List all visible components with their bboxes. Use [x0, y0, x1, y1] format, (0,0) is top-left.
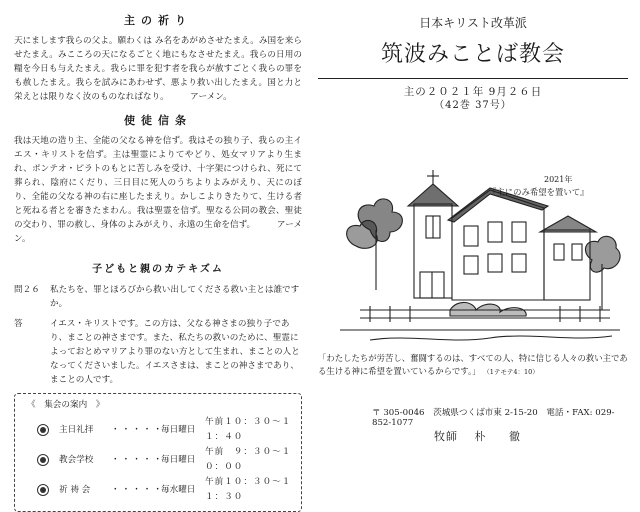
- catechism-question: [14, 283, 302, 311]
- service-time: 午前１０：３０～１１：４０: [205, 417, 292, 442]
- service-row: [23, 445, 293, 475]
- header-divider: [318, 78, 628, 79]
- service-day: 毎水曜日: [161, 484, 196, 495]
- service-schedule-title: 《 集会の案内 》: [27, 400, 105, 410]
- annual-theme-year: 2021年: [544, 175, 573, 184]
- lords-prayer-text: 天にまします我らの父よ。願わくは み名をあがめさせたまえ。み国を来らせたまえ。みこころの天になるごとく地にもなさせたまえ。我らの日用の糧を今日も与えたまえ。我らに罪を犯す者を我らが赦すごとく我らの罪をも赦したまえ。我らを試みにあわせず、悪より救い出したまえ。国と力と栄えとは限りなく汝のものなればなり。 アーメン。: [14, 36, 302, 102]
- church-address: 〒 305-0046 茨城県つくば市東 2-15-20 電話・FAX: 029-852-1077: [372, 408, 615, 428]
- question-number: 問２６: [14, 285, 40, 295]
- service-row: [23, 415, 293, 445]
- bullet-circle-icon: [37, 424, 49, 436]
- service-leader-dots: ・・・・・: [111, 424, 164, 435]
- service-day: 毎日曜日: [161, 424, 196, 435]
- service-time: 午前１０：３０～１１：３０: [205, 477, 292, 502]
- service-leader-dots: ・・・・・: [111, 454, 164, 465]
- catechism-answer: [14, 317, 302, 387]
- scripture-verse: [318, 352, 628, 379]
- service-time: 午前 ９：３０～１０：００: [205, 447, 292, 472]
- right-column: [318, 8, 628, 443]
- annual-theme: 『主にのみ希望を置いて』: [488, 187, 589, 197]
- service-name: 祈 祷 会: [59, 484, 91, 495]
- service-leader-dots: ・・・・・: [111, 484, 164, 495]
- left-column: [14, 8, 302, 512]
- bulletin-issue: （42巻 37号）: [434, 100, 512, 111]
- bullet-circle-icon: [37, 484, 49, 496]
- catechism-heading: 子どもと親のカテキズム: [92, 264, 224, 275]
- bulletin-date: 主の２０２１年 9月２６日: [403, 86, 543, 98]
- service-row: [23, 475, 293, 505]
- bullet-circle-icon: [37, 454, 49, 466]
- denomination-name: 日本キリスト改革派: [419, 16, 527, 30]
- answer-text: イエス・キリストです。この方は、父なる神さまの独り子であり、まことの神さまです。また、私たちの救いのために、聖霊によっておとめマリアより罪のない方として生まれ、まことの人となってくださいました。イエスさまは、まことの神さまであり、まことの人です。: [50, 319, 300, 385]
- service-schedule-box: [14, 393, 302, 512]
- service-name: 教会学校: [59, 454, 94, 465]
- verse-reference: （1テモテ4：10）: [483, 368, 539, 376]
- pastor-name: 朴 徹: [474, 430, 530, 443]
- service-name: 主日礼拝: [59, 424, 94, 435]
- pastor-line: [434, 428, 530, 444]
- answer-mark: 答: [14, 319, 23, 329]
- service-day: 毎日曜日: [161, 454, 196, 465]
- apostles-creed-heading: 使徒信条: [124, 114, 192, 127]
- church-name: 筑波みことば教会: [380, 42, 565, 67]
- apostles-creed-text: 我は天地の造り主、全能の父なる神を信ず。我はその独り子、我らの主イエス・キリストを信ず。主は聖霊によりてやどり、処女マリアより生まれ、ポンテオ・ピラトのもとに苦しみを受け、十字架につけられ、死にて葬られ、陰府にくだり、三日目に死人のうちよりよみがえり、天にのぼり、全能の父なる神の右に座したまえり。かしこよりきたりて、生ける者と死ねる者とを審きたまわん。我は聖霊を信ず。聖なる公同の教会、聖徒の交わり、罪の赦し、身体のよみがえり、永遠の生命を信ず。 アーメン。: [14, 136, 302, 244]
- verse-text: 「わたしたちが労苦し、奮闘するのは、すべての人、特に信じる人々の救い主である生ける神に希望を置いているからです。」: [318, 353, 628, 376]
- lords-prayer-heading: 主の祈り: [124, 14, 192, 27]
- pastor-title: 牧師: [434, 430, 458, 443]
- question-text: 私たちを、罪とほろびから救い出してくださる救い主とは誰ですか。: [50, 285, 300, 309]
